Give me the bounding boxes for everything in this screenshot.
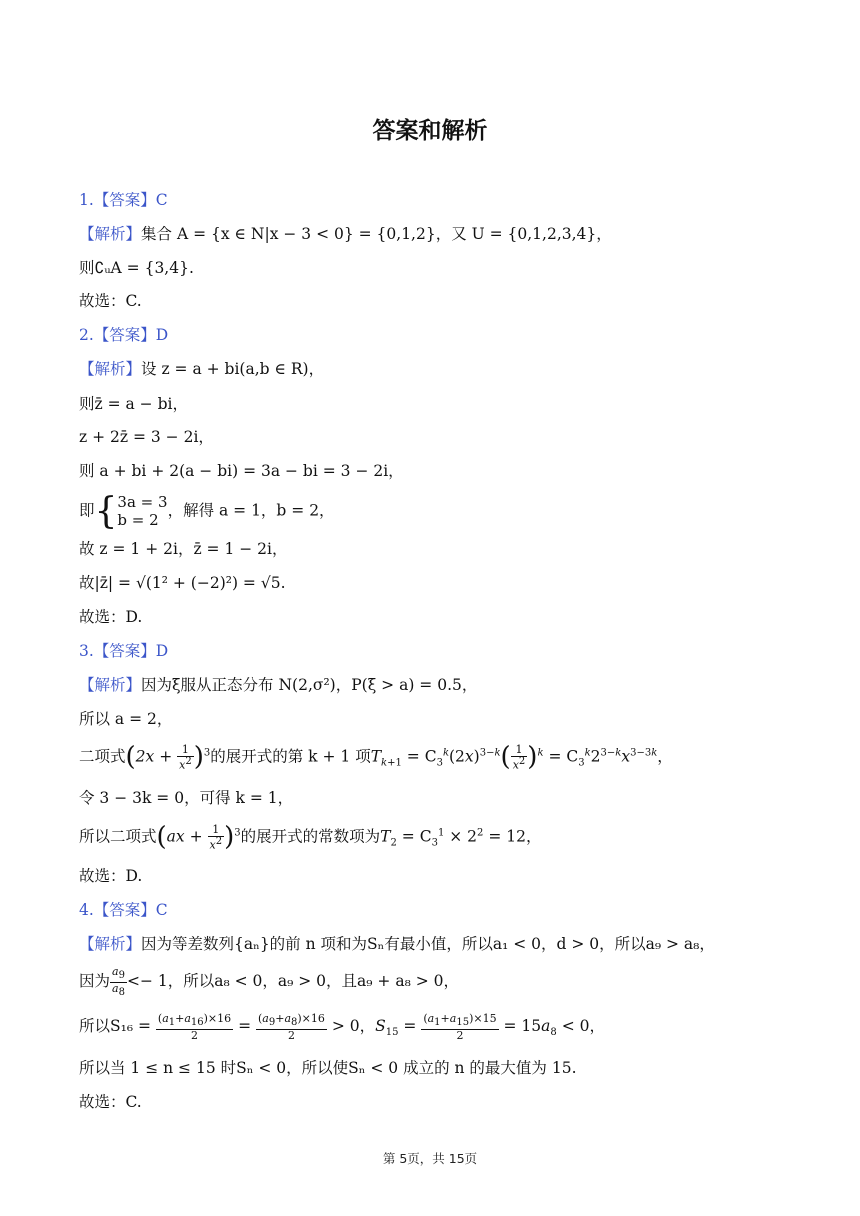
q2-analysis-line-1: [79, 360, 324, 379]
q1-answer-option: C: [155, 191, 168, 209]
q2-analysis-tag: 【解析】: [79, 360, 142, 378]
q4-line-4: 所以当 1 ≤ n ≤ 15 时Sₙ < 0，所以使Sₙ < 0 成立的 n 的最大值为 15.: [79, 1059, 577, 1077]
q2-line-2: 则z̄ = a − bi，: [79, 395, 188, 413]
q4-answer-option: C: [155, 901, 168, 919]
q3-line-4: 令 3 − 3k = 0，可得 k = 1，: [79, 789, 294, 807]
page-footer: 第 5页，共 15页: [382, 1151, 478, 1166]
q3-text-1: 因为ξ服从正态分布 N(2,σ²)，P(ξ > a) = 0.5，: [141, 676, 478, 694]
q2-answer-line: [79, 326, 168, 345]
brace-glyph: {: [94, 491, 118, 532]
system-eq-2: b = 2: [117, 510, 159, 529]
q2-line-7: 故|z̄| = √(1² + (−2)²) = √5.: [79, 574, 286, 592]
q4-l2-a: 因为: [79, 972, 111, 991]
q4-line-5: 故选：C.: [79, 1093, 142, 1111]
q3-l5-a: 所以二项式: [79, 827, 157, 846]
q3-l3-b: 的展开式的第 k + 1 项: [210, 747, 371, 766]
q2-text-1: 设 z = a + bi(a,b ∈ R)，: [141, 360, 325, 378]
q3-l3-a: 二项式: [79, 747, 126, 766]
q2-l5-suffix: ，解得 a = 1，b = 2，: [167, 501, 335, 520]
q1-answer-line: [79, 191, 168, 210]
q3-l5-b: 的展开式的常数项为: [240, 827, 381, 846]
q2-answer-option: D: [155, 326, 169, 344]
equation-system: [117, 494, 167, 529]
q4-answer-label: 4.【答案】: [79, 901, 156, 919]
system-eq-1: 3a = 3: [117, 493, 168, 512]
q1-text-1: 集合 A = {x ∈ N|x − 3 < 0} = {0,1,2}，又 U = {0,1,2,3,4}，: [141, 225, 612, 243]
q4-text-1: 因为等差数列{aₙ}的前 n 项和为Sₙ有最小值，所以a₁ < 0，d > 0，所以a₉ > a₈，: [141, 935, 715, 953]
q3-analysis-line-1: [79, 676, 477, 695]
q4-l2-b: <− 1，所以a₈ < 0，a₉ > 0，且a₉ + a₈ > 0，: [126, 972, 459, 991]
q3-answer-label: 3.【答案】: [79, 642, 156, 660]
q2-line-5: [79, 490, 335, 533]
q1-answer-label: 1.【答案】: [79, 191, 156, 209]
q2-line-6: 故 z = 1 + 2i，z̄ = 1 − 2i，: [79, 540, 288, 558]
q3-line-6: 故选：D.: [79, 867, 143, 885]
q1-analysis-tag: 【解析】: [79, 225, 142, 243]
q3-answer-line: [79, 642, 168, 661]
q4-l3-a: 所以S₁₆ =: [79, 1017, 156, 1036]
q4-analysis-line-1: [79, 935, 715, 954]
page-title: 答案和解析: [372, 118, 488, 144]
q1-analysis-line-1: [79, 225, 612, 244]
q2-line-4: 则 a + bi + 2(a − bi) = 3a − bi = 3 − 2i，: [79, 462, 404, 480]
q4-answer-line: [79, 901, 168, 920]
q2-line-8: 故选：D.: [79, 608, 143, 626]
q4-line-2: 因为 $\frac{a_9}{a_8}$ <− 1，所以a₈ < 0，a₉ > 0，且a₉ + a₈ > 0，: [79, 965, 459, 998]
q2-answer-label: 2.【答案】: [79, 326, 156, 344]
q1-line-2: 则∁ᵤA = {3,4}.: [79, 259, 194, 277]
q4-line-3: 所以S₁₆ = $\frac{(a_1+a_{16})\times 16}{2}$ = $\frac{(a_9+a_8)\times 16}{2}$ > 0，$S_{15}$ = $\frac{(a_1+a_{15})\times 15}{2}$ = $15a_8 < 0$，: [79, 1012, 605, 1042]
q4-analysis-tag: 【解析】: [79, 935, 142, 953]
q3-line-5: 所以二项式(ax + $\frac{1}{x^2}$ )$^3$的展开式的常数项为$T_2 = C_3^1 \times 2^2 = 12$，: [79, 822, 542, 852]
q2-l5-prefix: 即: [79, 501, 95, 520]
q3-line-2: 所以 a = 2，: [79, 710, 173, 728]
q3-line-3: 二项式(2x + $\frac{1}{x^2}$ )$^3$的展开式的第 k + 1 项$T_{k+1} = C_3^k(2x)^{3-k}$( $\frac{1}{x^2}$ )$^k = C_3^k2^{3-k}x^{3-3k}$，: [79, 742, 673, 772]
q3-answer-option: D: [155, 642, 169, 660]
q3-analysis-tag: 【解析】: [79, 676, 142, 694]
q1-line-3: 故选：C.: [79, 292, 142, 310]
q2-line-3: z + 2z̄ = 3 − 2i，: [79, 428, 214, 446]
